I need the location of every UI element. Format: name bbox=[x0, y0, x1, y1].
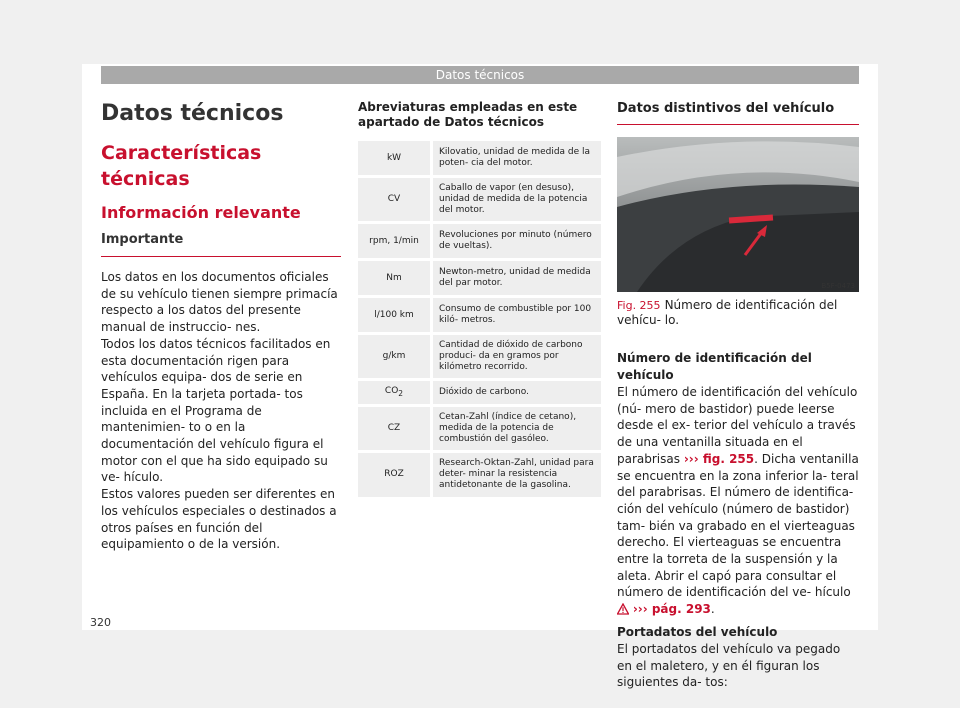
table-title: Abreviaturas empleadas en este apartado de Datos técnicos bbox=[358, 100, 578, 129]
abbreviation-cell: CZ bbox=[358, 407, 433, 450]
page-number: 320 bbox=[90, 616, 111, 629]
running-header: Datos técnicos bbox=[101, 66, 859, 84]
figure-label: Fig. 255 bbox=[617, 299, 661, 312]
description-cell: Dióxido de carbono. bbox=[433, 381, 601, 404]
windshield-vin-figure bbox=[617, 137, 859, 292]
abbreviation-cell: Nm bbox=[358, 261, 433, 295]
abbreviation-cell: g/km bbox=[358, 335, 433, 378]
paragraph: Todos los datos técnicos facilitados en esta documentación rigen para vehículos equipa- dos de serie en España. En la tarjeta portada- tos incluida en el Programa de mantenimien- to o en la documentación del vehículo figura el motor con el que ha sido equipado su ve- hículo. bbox=[101, 336, 331, 485]
abbreviation-subscript: 2 bbox=[398, 388, 404, 398]
description-cell: Cetan-Zahl (índice de cetano), medida de la potencia de combustión del gasóleo. bbox=[433, 407, 601, 450]
paragraph: Estos valores pueden ser diferentes en los vehículos especiales o destinados a otros países en función del equipamiento o de la versión. bbox=[101, 487, 337, 552]
table-row bbox=[358, 453, 601, 497]
text-run: . bbox=[710, 602, 715, 617]
abbreviation-cell: rpm, 1/min bbox=[358, 224, 433, 258]
column-middle bbox=[358, 100, 601, 500]
text-run: El número de identificación del vehículo (nú- mero de bastidor) puede leerse desde el ex- terior del vehículo a través de una ventanilla situada en el parabrisas bbox=[617, 385, 858, 466]
abbreviation-main: CO bbox=[384, 386, 399, 396]
description-cell: Revoluciones por minuto (número de vueltas). bbox=[433, 224, 601, 258]
section-title: Características técnicas bbox=[101, 142, 262, 190]
abbreviation-cell: ROZ bbox=[358, 453, 433, 497]
abbreviations-table bbox=[358, 138, 601, 500]
topic-title: Importante bbox=[101, 230, 341, 257]
table-row bbox=[358, 298, 601, 332]
figure-code: B5F-0473 bbox=[821, 282, 855, 290]
abbreviation-cell bbox=[358, 381, 433, 404]
table-row bbox=[358, 141, 601, 175]
warning-triangle-icon bbox=[617, 603, 629, 615]
paragraph bbox=[617, 384, 859, 618]
caption-text: Número de identificación del vehícu- lo. bbox=[617, 298, 838, 327]
abbreviation-cell: l/100 km bbox=[358, 298, 433, 332]
description-cell: Research-Oktan-Zahl, unidad para deter- minar la resistencia antidetonante de la gasolina. bbox=[433, 453, 601, 497]
table-row bbox=[358, 178, 601, 221]
description-cell: Kilovatio, unidad de medida de la poten- cia del motor. bbox=[433, 141, 601, 175]
subheading-vin: Número de identificación del vehículo bbox=[617, 351, 812, 382]
chapter-title: Datos técnicos bbox=[101, 101, 284, 126]
description-cell: Consumo de combustible por 100 kiló- metros. bbox=[433, 298, 601, 332]
table-row bbox=[358, 224, 601, 258]
subsection-title: Información relevante bbox=[101, 203, 301, 222]
page-reference-link[interactable]: ››› pág. 293 bbox=[632, 602, 711, 617]
description-cell: Cantidad de dióxido de carbono produci- da en gramos por kilómetro recorrido. bbox=[433, 335, 601, 378]
column-left bbox=[101, 100, 341, 553]
abbreviation-cell: kW bbox=[358, 141, 433, 175]
table-row bbox=[358, 407, 601, 450]
description-cell: Newton-metro, unidad de medida del par motor. bbox=[433, 261, 601, 295]
table-row bbox=[358, 381, 601, 404]
table-row bbox=[358, 335, 601, 378]
text-run: . Dicha ventanilla se encuentra en la zona inferior la- teral del parabrisas. El número de identifica- ción del vehículo (número de bastidor) tam- bién va grabado en el vierteaguas derecho. El vierteaguas se encuentra entre la torreta de la suspensión y la aleta. Abrir el capó para consultar el número de identificación del ve- hículo bbox=[617, 451, 859, 600]
paragraph: El portadatos del vehículo va pegado en el maletero, y en él figuran los siguientes da- tos: bbox=[617, 641, 841, 690]
table-row bbox=[358, 261, 601, 295]
subheading-data-plate: Portadatos del vehículo bbox=[617, 624, 778, 639]
section-title: Datos distintivos del vehículo bbox=[617, 100, 859, 125]
abbreviation-cell: CV bbox=[358, 178, 433, 221]
column-right bbox=[617, 100, 859, 691]
windshield-illustration bbox=[617, 137, 859, 292]
figure-caption bbox=[617, 298, 859, 328]
figure-reference-link[interactable]: ››› fig. 255 bbox=[683, 451, 755, 466]
paragraph: Los datos en los documentos oficiales de su vehículo tienen siempre primacía respecto a los datos del presente manual de instruccio- nes. bbox=[101, 270, 338, 335]
description-cell: Caballo de vapor (en desuso), unidad de medida de la potencia del motor. bbox=[433, 178, 601, 221]
